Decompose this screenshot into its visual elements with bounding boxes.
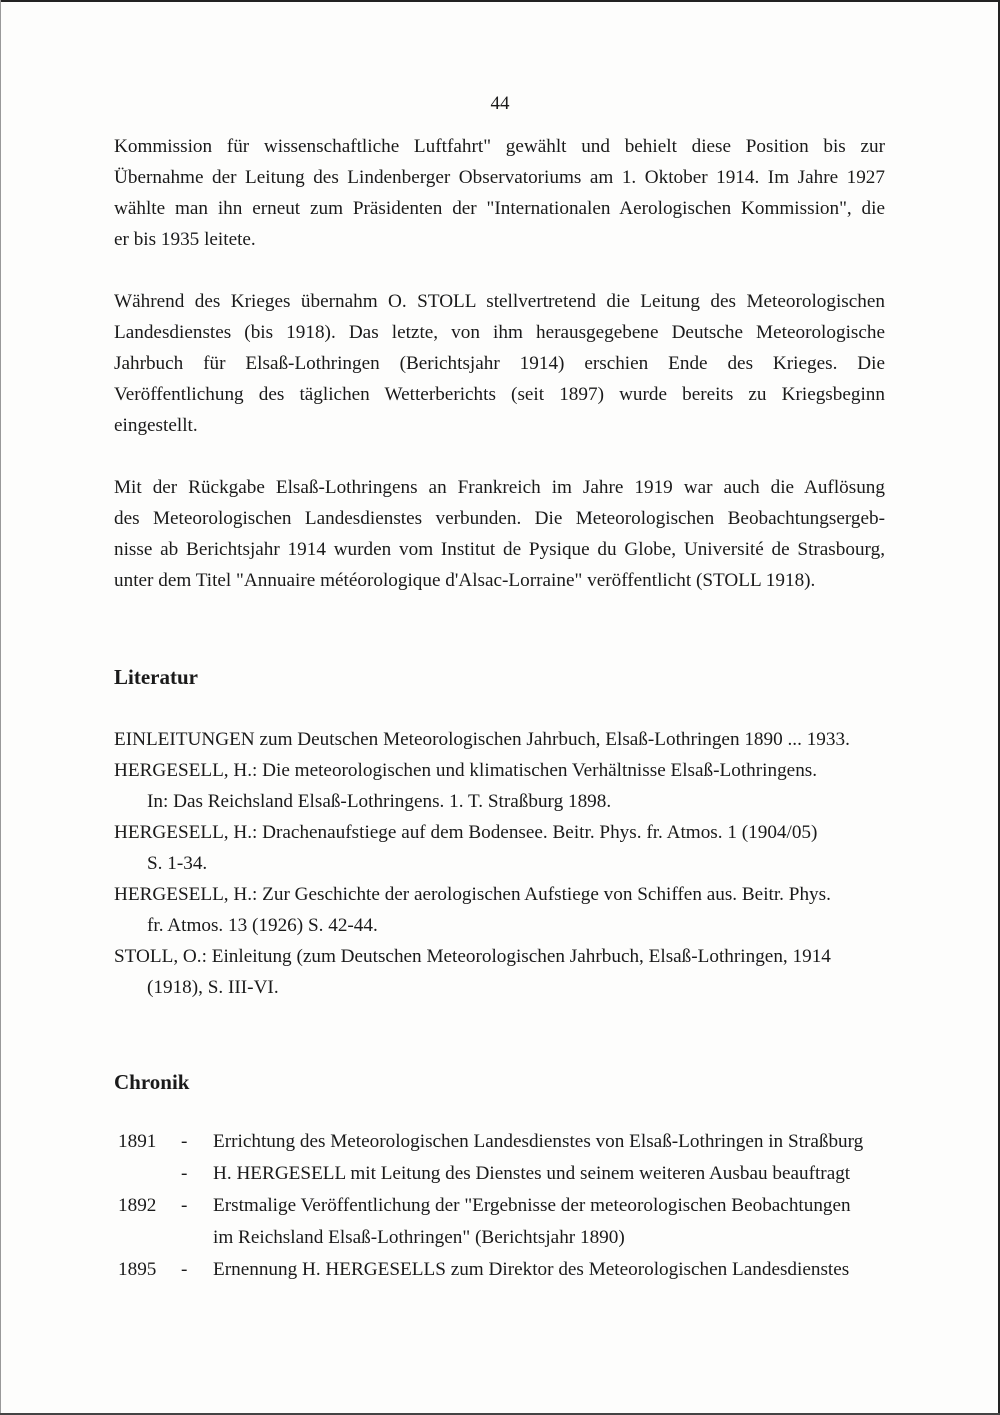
reference-item [114, 724, 894, 755]
chronik-text: Errichtung des Meteorologischen Landesdienstes von Elsaß-Lothringen in Straßburg [213, 1131, 864, 1152]
chronik-row [118, 1190, 898, 1222]
paragraph-line: Übernahme der Leitung des Lindenberger Observatoriums am 1. Oktober 1914. Im Jahre 1927 [114, 167, 885, 188]
scan-edge-left [0, 0, 1, 1415]
chronik-row [118, 1126, 898, 1158]
paragraph-2 [114, 286, 885, 441]
literatur-heading: Literatur [114, 665, 198, 689]
chronik-year: 1895 [118, 1259, 157, 1280]
paragraph-line: er bis 1935 leitete. [114, 229, 256, 250]
chronik-text: Ernennung H. HERGESELLS zum Direktor des Meteorologischen Landesdienstes [213, 1259, 850, 1280]
chronik-dash: - [181, 1131, 188, 1152]
page-number: 44 [490, 93, 510, 114]
reference-continuation: (1918), S. III-VI. [147, 977, 279, 998]
reference-line: STOLL, O.: Einleitung (zum Deutschen Meteorologischen Jahrbuch, Elsaß-Lothringen, 1914 [114, 946, 831, 967]
reference-line: EINLEITUNGEN zum Deutschen Meteorologischen Jahrbuch, Elsaß-Lothringen 1890 ... 1933. [114, 729, 850, 750]
reference-continuation: fr. Atmos. 13 (1926) S. 42-44. [147, 915, 378, 936]
scan-edge-top [0, 0, 1000, 2]
reference-item [114, 879, 894, 941]
paragraph-line: nisse ab Berichtsjahr 1914 wurden vom Institut de Pysique du Globe, Université de Strasbourg, [114, 539, 885, 560]
paragraph-line: Landesdienstes (bis 1918). Das letzte, von ihm herausgegebene Deutsche Meteorologische [114, 322, 885, 343]
reference-continuation: S. 1-34. [147, 853, 208, 874]
chronik-dash: - [181, 1163, 188, 1184]
paragraph-line: Mit der Rückgabe Elsaß-Lothringens an Frankreich im Jahre 1919 war auch die Auflösung [114, 477, 885, 498]
chronik-dash: - [181, 1259, 188, 1280]
paragraph-line: Veröffentlichung des täglichen Wetterberichts (seit 1897) wurde bereits zu Kriegsbeginn [114, 384, 885, 405]
chronik-text: H. HERGESELL mit Leitung des Dienstes und seinem weiteren Ausbau beauftragt [213, 1163, 851, 1184]
paragraph-line: unter dem Titel "Annuaire météorologique d'Alsac-Lorraine" veröffentlicht (STOLL 1918). [114, 570, 816, 591]
paragraph-line: eingestellt. [114, 415, 198, 436]
paragraph-line: wählte man ihn erneut zum Präsidenten der "Internationalen Aerologischen Kommission", die [114, 198, 885, 219]
chronik-dash: - [181, 1195, 188, 1216]
chronik-row [118, 1158, 898, 1190]
chronik-year: 1891 [118, 1131, 157, 1152]
paragraph-line: Während des Krieges übernahm O. STOLL stellvertretend die Leitung des Meteorologischen [114, 291, 885, 312]
chronik-row [118, 1222, 898, 1254]
chronik-heading: Chronik [114, 1070, 190, 1094]
reference-item [114, 941, 894, 1003]
chronik-table [118, 1126, 898, 1286]
paragraph-line: Kommission für wissenschaftliche Luftfahrt" gewählt und behielt diese Position bis zur [114, 136, 885, 157]
paragraph-line: Jahrbuch für Elsaß-Lothringen (Berichtsjahr 1914) erschien Ende des Krieges. Die [114, 353, 885, 374]
reference-item [114, 755, 894, 817]
chronik-text: Erstmalige Veröffentlichung der "Ergebnisse der meteorologischen Beobachtungen [213, 1195, 851, 1216]
reference-line: HERGESELL, H.: Zur Geschichte der aerologischen Aufstiege von Schiffen aus. Beitr. Phys. [114, 884, 831, 905]
paragraph-line: des Meteorologischen Landesdienstes verbunden. Die Meteorologischen Beobachtungsergeb- [114, 508, 885, 529]
paragraph-3 [114, 472, 885, 596]
chronik-text: im Reichsland Elsaß-Lothringen" (Berichtsjahr 1890) [213, 1227, 625, 1248]
reference-item [114, 817, 894, 879]
paragraph-1 [114, 131, 885, 255]
reference-line: HERGESELL, H.: Drachenaufstiege auf dem Bodensee. Beitr. Phys. fr. Atmos. 1 (1904/05) [114, 822, 818, 843]
reference-list [114, 724, 894, 1003]
reference-continuation: In: Das Reichsland Elsaß-Lothringens. 1. T. Straßburg 1898. [147, 791, 612, 812]
chronik-row [118, 1254, 898, 1286]
reference-line: HERGESELL, H.: Die meteorologischen und klimatischen Verhältnisse Elsaß-Lothringens. [114, 760, 818, 781]
chronik-year: 1892 [118, 1195, 157, 1216]
